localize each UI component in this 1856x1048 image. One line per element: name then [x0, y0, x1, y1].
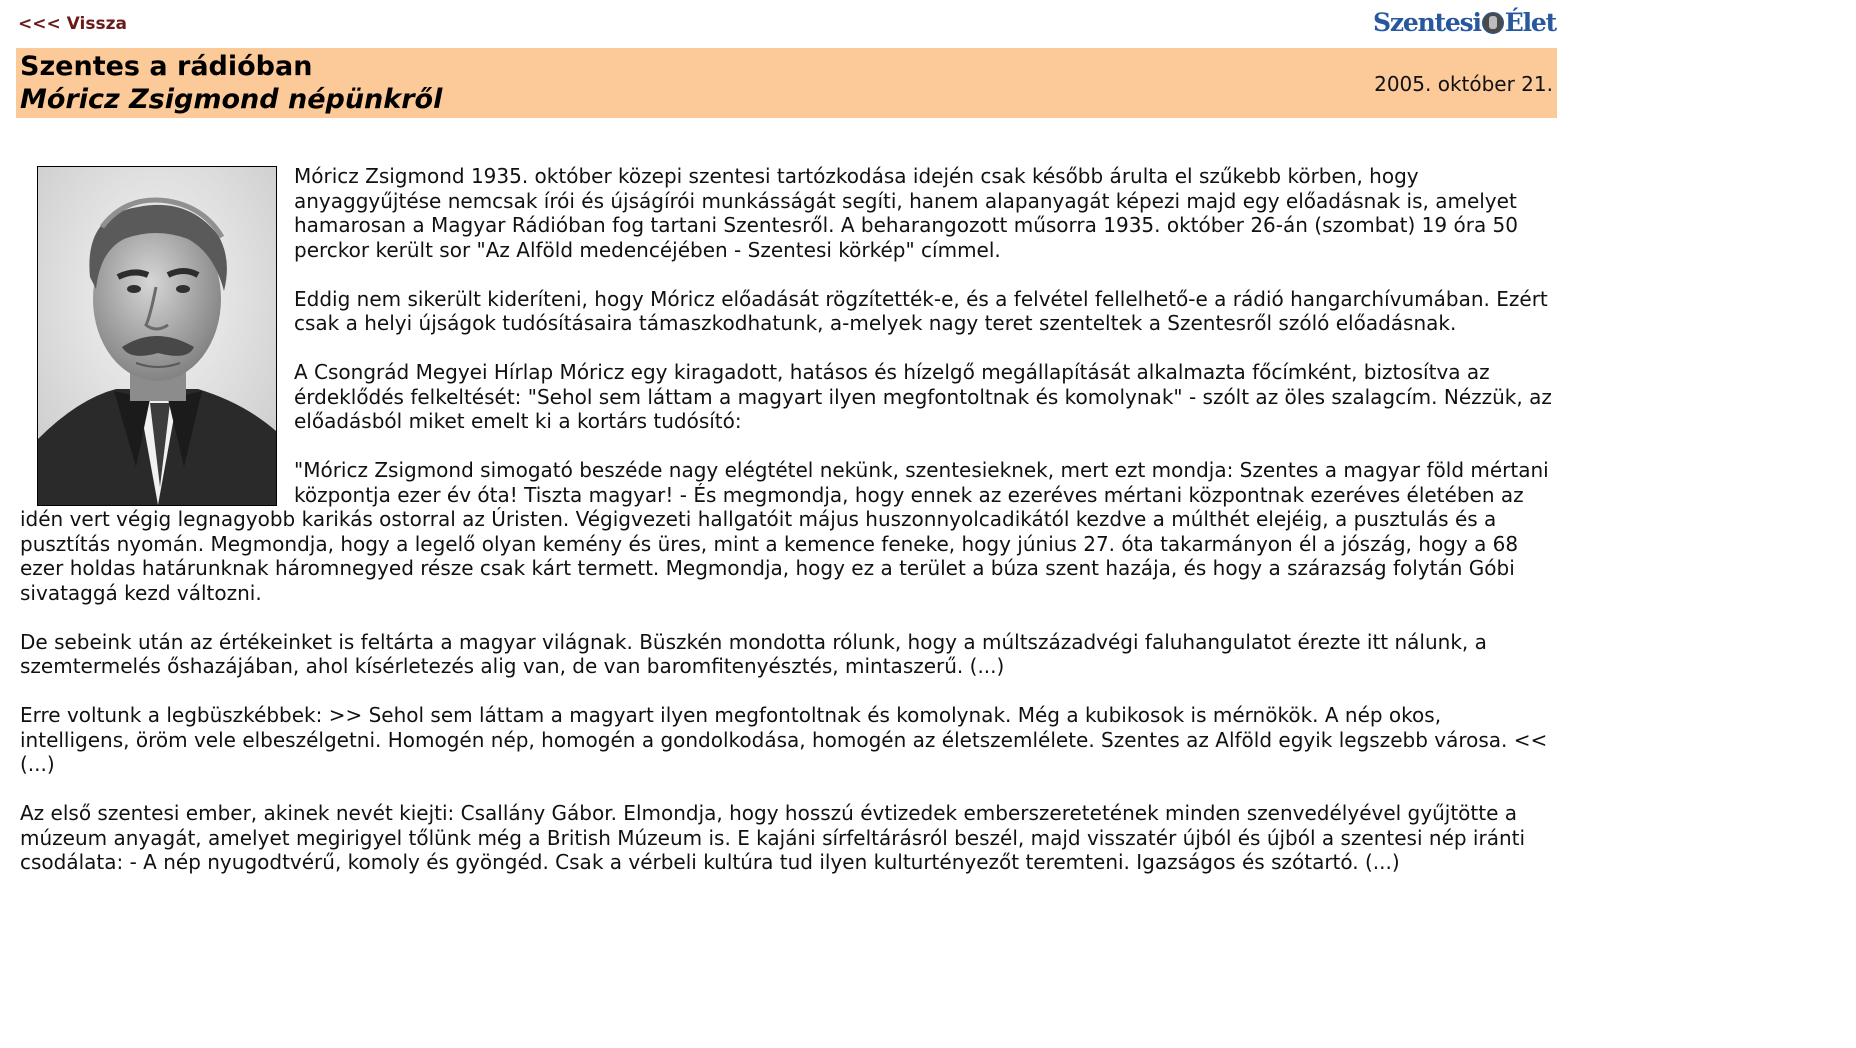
site-logo[interactable]: [1373, 8, 1556, 38]
article-paragraph: Az első szentesi ember, akinek nevét kiejti: Csallány Gábor. Elmondja, hogy hosszú évtizedek emberszeretetének minden szenvedélyével gyűjtötte a múzeum anyagát, amelyet megirigyel tőlünk még a British Múzeum is. E kajáni sírfeltárásról beszél, majd visszatér újból és újból a szentesi nép iránti csodálata: - A nép nyugodtvérű, komoly és gyöngéd. Csak a vérbeli kultúra tud ilyen kulturtényezőt teremteni. Igazságos és szótartó. (...): [20, 801, 1526, 874]
page-subtitle: Móricz Zsigmond népünkről: [20, 84, 443, 115]
logo-seal-icon: [1482, 12, 1504, 34]
top-bar: [18, 8, 1556, 42]
article-paragraph: Eddig nem sikerült kideríteni, hogy Móricz előadását rögzítették-e, és a felvétel fellelhető-e a rádió hangarchívumában. Ezért csak a helyi újságok tudósításaira támaszkodhatunk, a-melyek nagy teret szenteltek a Szentesről szóló előadásnak.: [294, 286, 1548, 335]
article-header: [16, 48, 1557, 118]
article-paragraph: Móricz Zsigmond 1935. október közepi szentesi tartózkodása idején csak később árulta el szűkebb körben, hogy anyaggyűjtése nemcsak írói és újságírói munkásságát segíti, hanem alapanyagát képezi majd egy előadásnak is, amelyet hamarosan a Magyar Rádióban fog tartani Szentesről. A beharangozott műsorra 1935. október 26-án (szombat) 19 óra 50 perckor került sor "Az Alföld medencéjében - Szentesi körkép" címmel.: [294, 164, 1519, 262]
article-paragraph: "Móricz Zsigmond simogató beszéde nagy elégtétel nekünk, szentesieknek, mert ezt mondja: Szentes a magyar föld mértani központja ezer év óta! Tiszta magyar! - És megmondja, hogy ennek az ezeréves mértani központnak ezeréves életében az idén vert végig legnagyobb karikás ostorral az Úristen. Végigvezeti hallgatóit május huszonnyolcadikától kezdve a múlthét elejéig, a pusztulás és a pusztítás nyomán. Megmondja, hogy a legelő olyan kemény és üres, mint a kemence feneke, hogy június 27. óta takarmányon él a jószág, hogy a 68 ezer holdas határunknak háromnegyed része csak kárt termett. Megmondja, hogy ez a terület a búza szent hazája, és hogy a szárazság folytán Góbi sivataggá kezd változni.: [20, 458, 1549, 605]
article-paragraph: De sebeink után az értékeinket is feltárta a magyar világnak. Büszkén mondotta rólunk, hogy a múltszázadvégi faluhangulatot érezte itt nálunk, a szemtermelés őshazájában, ahol kísérletezés alig van, de van baromfitenyésztés, mintaszerű. (...): [20, 629, 1487, 678]
article-body: [20, 164, 1552, 899]
logo-text-right: Élet: [1504, 8, 1556, 37]
logo-text-left: Szentesi: [1373, 8, 1481, 37]
publication-date: 2005. október 21.: [1374, 72, 1553, 96]
back-link[interactable]: <<< Vissza: [18, 14, 127, 34]
article-paragraph: A Csongrád Megyei Hírlap Móricz egy kiragadott, hatásos és hízelgő megállapítását alkalmazta főcímként, biztosítva az érdeklődés felkeltését: "Sehol sem láttam a magyart ilyen megfontoltnak és komolynak" - szólt az öles szalagcím. Nézzük, az előadásból miket emelt ki a kortárs tudósító:: [294, 360, 1552, 433]
page-title: Szentes a rádióban: [20, 51, 313, 82]
article-paragraph: Erre voltunk a legbüszkébbek: >> Sehol sem láttam a magyart ilyen megfontoltnak és komolynak. Még a kubikosok is mérnökök. A nép okos, intelligens, öröm vele elbeszélgetni. Homogén nép, homogén a gondolkodása, homogén az életszemlélete. Szentes az Alföld egyik legszebb városa. << (...): [20, 703, 1548, 776]
photo-spacer: [20, 164, 294, 502]
